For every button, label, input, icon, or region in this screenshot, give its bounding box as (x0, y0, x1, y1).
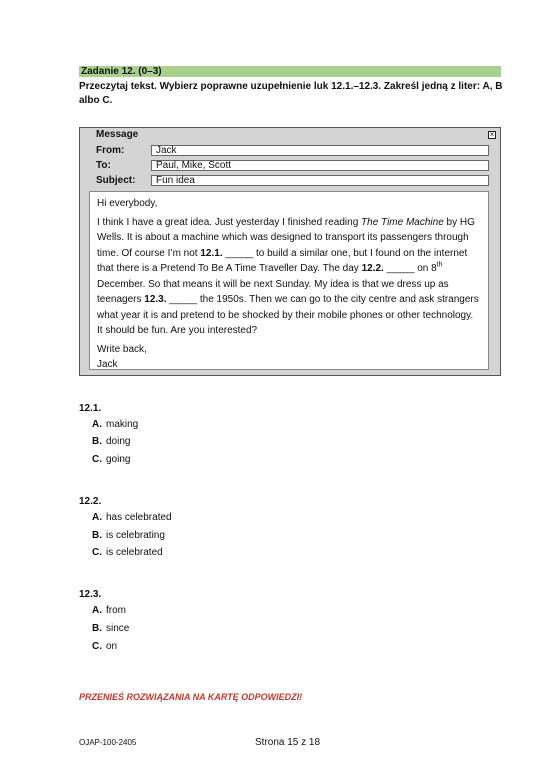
to-label: To: (96, 160, 111, 171)
subject-field[interactable]: Fun idea (151, 175, 489, 186)
gap-12-1: 12.1. (200, 247, 223, 259)
signoff: Write back, (97, 343, 147, 355)
message-body (89, 191, 489, 370)
to-field[interactable]: Paul, Mike, Scott (151, 160, 489, 171)
question-number: 12.2. (79, 496, 102, 507)
answer-option[interactable]: C. on (92, 641, 118, 652)
exam-code: OJAP-100-2405 (79, 738, 137, 747)
question-number: 12.3. (79, 589, 102, 600)
subject-label: Subject: (96, 175, 136, 186)
answer-option[interactable]: A. has celebrated (92, 512, 172, 523)
gap-12-2: 12.2. (361, 263, 384, 274)
task-instruction: Przeczytaj tekst. Wybierz poprawne uzupełnienie luk 12.1.–12.3. Zakreśl jedną z liter: A, B albo C. (79, 81, 503, 106)
answer-option[interactable]: A. making (92, 419, 139, 430)
answer-option[interactable]: B. is celebrating (92, 530, 165, 541)
page-number: Strona 15 z 18 (255, 737, 321, 748)
answer-option[interactable]: C. is celebrated (92, 547, 163, 558)
transfer-note: PRZENIEŚ ROZWIĄZANIA NA KARTĘ ODPOWIEDZI! (79, 692, 303, 702)
answer-option[interactable]: B. since (92, 623, 130, 634)
task-header: Zadanie 12. (0–3) (79, 66, 501, 77)
answer-option[interactable]: A. from (92, 605, 126, 616)
signature: Jack (97, 359, 118, 370)
from-label: From: (96, 145, 125, 156)
gap-12-3: 12.3. (144, 294, 167, 305)
message-window (79, 127, 501, 376)
from-field[interactable]: Jack (151, 145, 489, 156)
message-paragraph: I think I have a great idea. Just yesterday I finished reading The Time Machine by HG Wells. It is about a machine which was designed to transport its passengers through time. Of course I’m not 12.1. _____ to build a similar one, but I found on the internet that there is a Pretend To Be A Time Traveller Day. The day 12.2. _____ on 8th December. So that means it will be next Sunday. My idea is that we dress up as teenagers 12.3. _____ the 1950s. Then we can go to the city centre and ask strangers what year it is and pretend to be shocked by their mobile phones or other technology. It should be fun. Are you interested? (97, 216, 479, 336)
answer-option[interactable]: C. going (92, 454, 131, 465)
answer-option[interactable]: B. doing (92, 436, 131, 447)
close-icon[interactable]: × (489, 130, 495, 139)
book-title: The Time Machine (361, 216, 444, 228)
greeting: Hi everybody, (97, 198, 158, 209)
question-number: 12.1. (79, 403, 102, 414)
message-title: Message (96, 129, 139, 140)
